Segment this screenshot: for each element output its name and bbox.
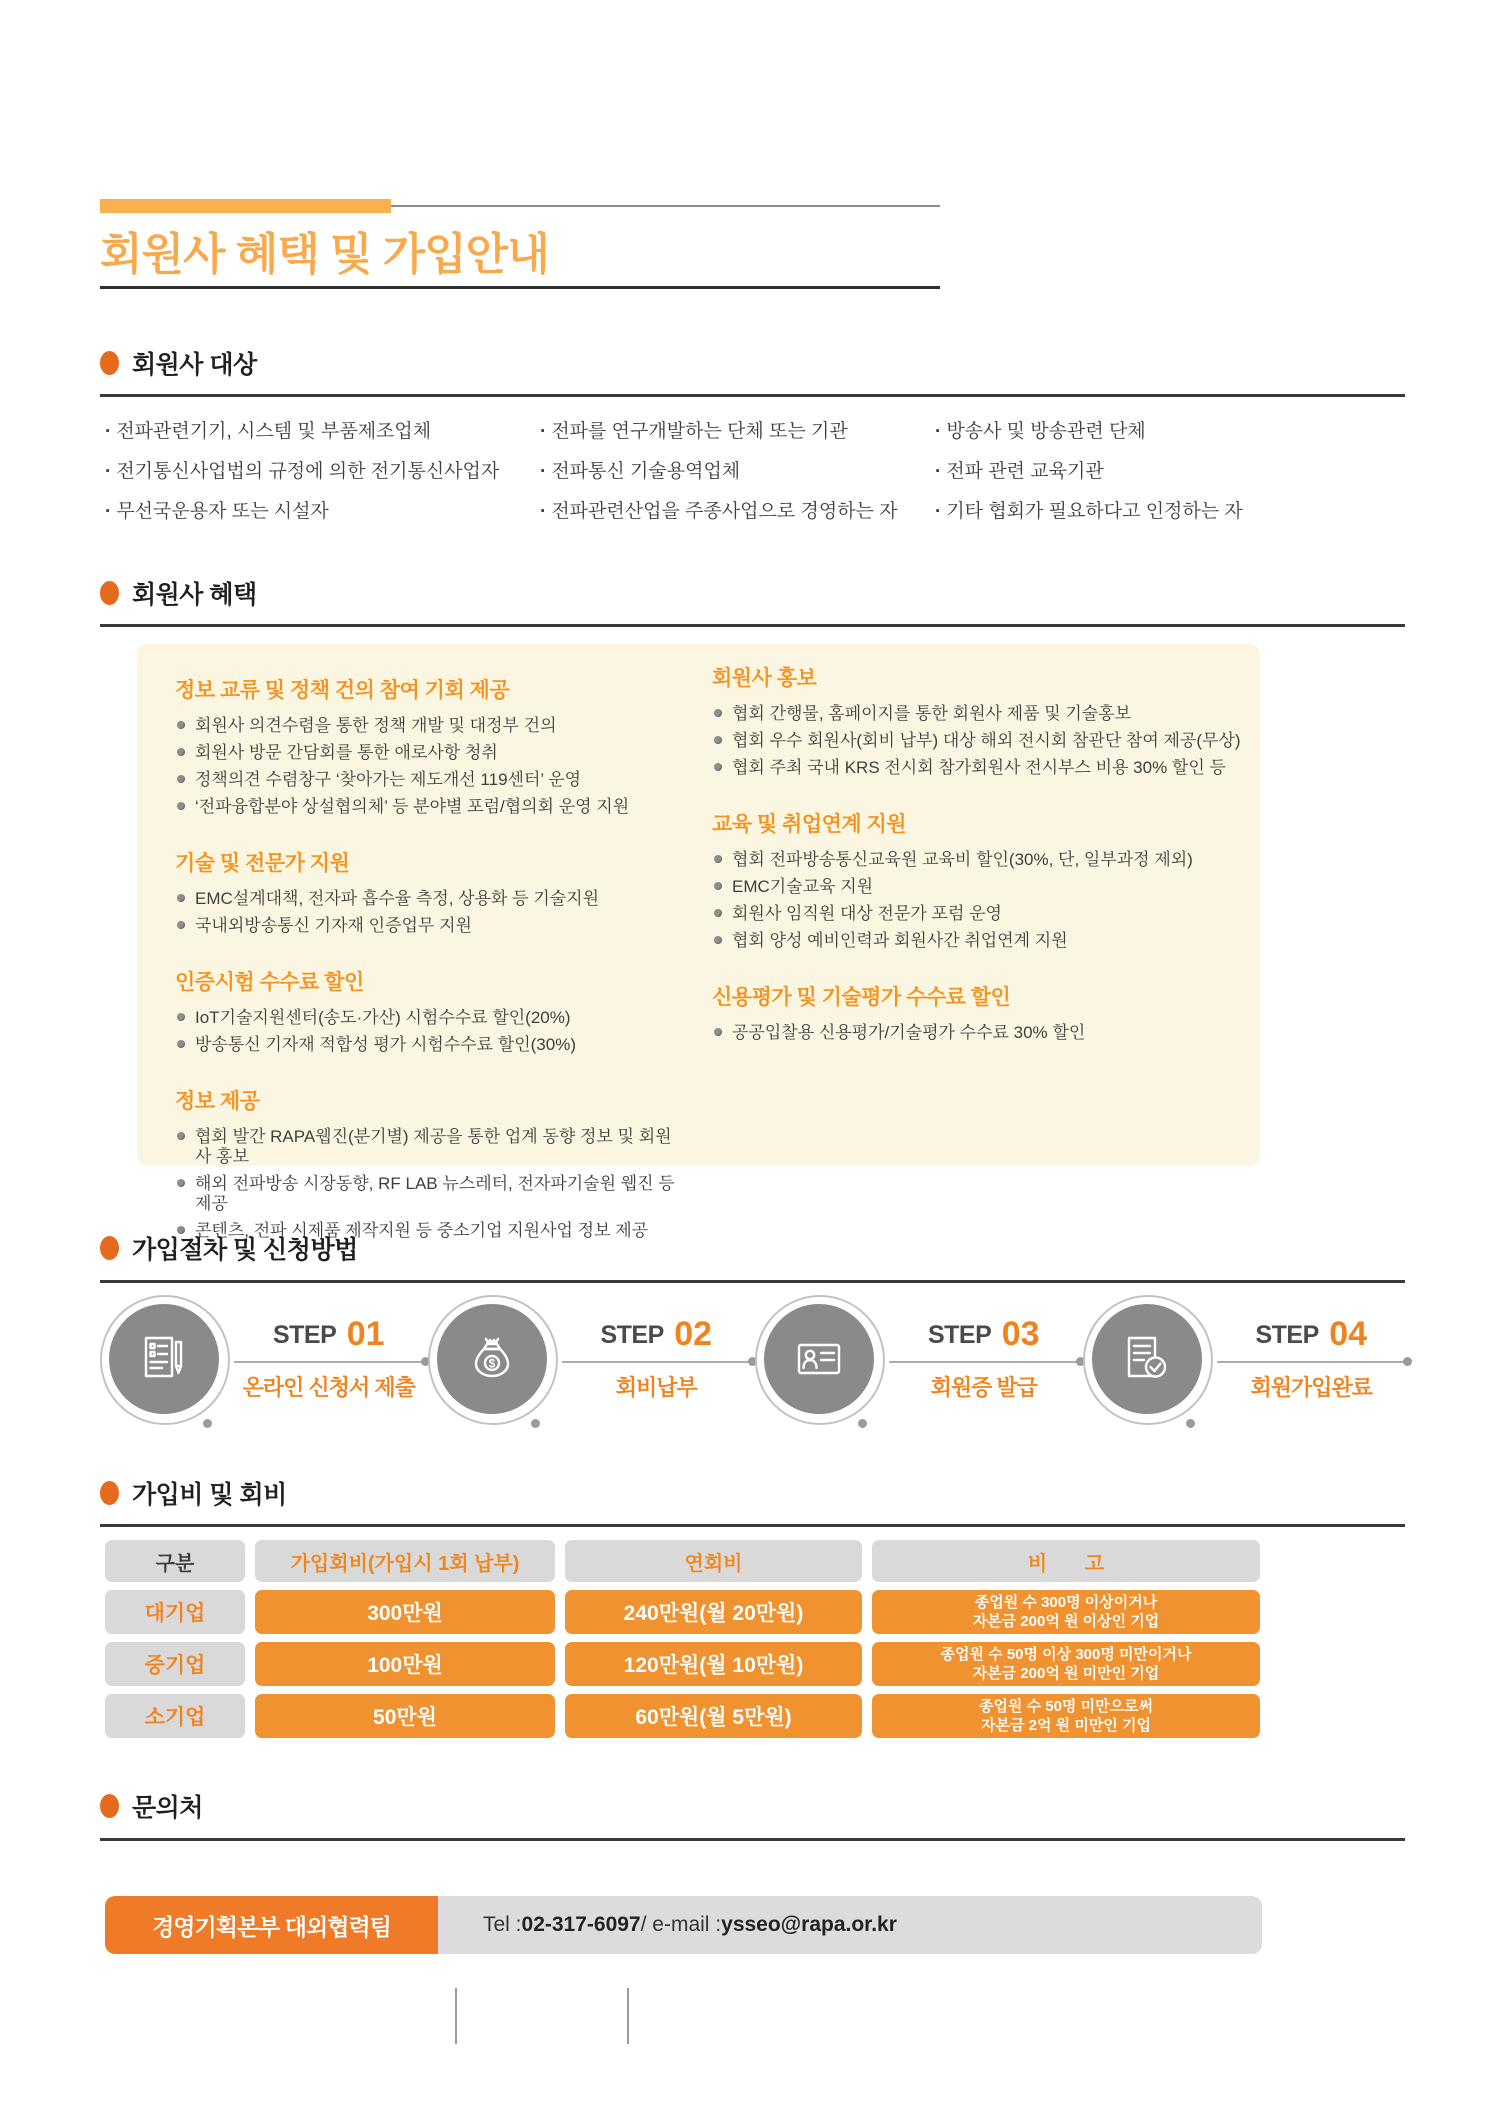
fee-row-note <box>872 1694 1260 1738</box>
benefit-item <box>175 743 680 763</box>
benefit-item-text: 정책의견 수렴창구 ‘찾아가는 제도개선 119센터’ 운영 <box>195 770 582 789</box>
target-item: · 전파관련기기, 시스템 및 부품제조업체 <box>105 412 540 452</box>
step-connector-line <box>1217 1361 1409 1363</box>
document-pencil-icon <box>136 1331 192 1387</box>
bullet-dot-icon <box>177 1132 185 1140</box>
target-item: · 기타 협회가 필요하다고 인정하는 자 <box>935 492 1410 532</box>
benefit-item-text: EMC설계대책, 전자파 흡수율 측정, 상용화 등 기술지원 <box>195 889 600 908</box>
fee-row-annual-fee: 120만원(월 10만원) <box>565 1642 862 1686</box>
target-item: · 방송사 및 방송관련 단체 <box>935 412 1410 452</box>
fee-note-line: 종업원 수 300명 이상이거나 <box>974 1594 1158 1611</box>
section-rule <box>100 624 1405 627</box>
benefit-group <box>175 966 680 1055</box>
benefit-item-text: 방송통신 기자재 적합성 평가 시험수수료 할인(30%) <box>195 1035 576 1054</box>
benefit-group-title: 정보 제공 <box>175 1090 260 1113</box>
section-head-fees <box>100 1475 287 1511</box>
fee-row-join-fee: 100만원 <box>255 1642 555 1686</box>
fee-row-join-fee: 300만원 <box>255 1590 555 1634</box>
step-circle <box>1092 1304 1202 1414</box>
contact-bar <box>105 1896 1262 1954</box>
bullet-dot-icon <box>177 1040 185 1048</box>
step-caption: 회비납부 <box>615 1375 697 1400</box>
benefit-item-text: 회원사 의견수렴을 통한 정책 개발 및 대정부 건의 <box>195 716 557 735</box>
section-heading: 가입비 및 회비 <box>132 1481 287 1509</box>
tel-number: 02-317-6097 <box>521 1913 641 1936</box>
step-number: 02 <box>674 1315 713 1353</box>
procedure-step-4 <box>1083 1295 1411 1435</box>
section-heading: 회원사 대상 <box>132 351 257 379</box>
section-rule <box>100 1280 1405 1283</box>
target-item: · 전파관련산업을 주종사업으로 경영하는 자 <box>540 492 935 532</box>
benefit-item <box>712 731 1242 751</box>
benefit-group-title: 기술 및 전문가 지원 <box>175 852 350 875</box>
bullet-dot-icon <box>177 1013 185 1021</box>
benefit-item-text: 회원사 방문 간담회를 통한 애로사항 청취 <box>195 743 498 762</box>
benefit-item-text: 협회 우수 회원사(회비 납부) 대상 해외 전시회 참관단 참여 제공(무상) <box>732 731 1241 750</box>
benefit-group-title: 교육 및 취업연계 지원 <box>712 813 907 836</box>
fee-row-note <box>872 1590 1260 1634</box>
benefit-item-text: 콘텐츠, 전파 시제품 제작지원 등 중소기업 지원사업 정보 제공 <box>195 1221 649 1240</box>
procedure-step-2 <box>428 1295 756 1435</box>
benefit-item <box>175 916 680 936</box>
section-head-procedure <box>100 1230 358 1266</box>
bullet-dot-icon <box>177 775 185 783</box>
step-number-line <box>891 1315 1077 1354</box>
title-accent-bar <box>100 199 391 213</box>
step-caption: 온라인 신청서 제출 <box>242 1375 415 1400</box>
procedure-step-3 <box>755 1295 1083 1435</box>
bullet-dot-icon <box>714 709 722 717</box>
section-heading: 가입절차 및 신청방법 <box>132 1236 358 1264</box>
document-check-icon <box>1119 1331 1175 1387</box>
benefit-item <box>712 704 1242 724</box>
section-head-benefits <box>100 575 257 611</box>
benefit-item-text: EMC기술교육 지원 <box>732 877 874 896</box>
step-word: STEP <box>927 1321 992 1349</box>
fee-note-line: 자본금 200억 원 이상인 기업 <box>972 1613 1160 1630</box>
fee-row-category: 대기업 <box>105 1590 245 1634</box>
step-word: STEP <box>272 1321 337 1349</box>
fee-note-line: 종업원 수 50명 이상 300명 미만이거나 <box>940 1646 1192 1663</box>
benefit-group-title: 정보 교류 및 정책 건의 참여 기회 제공 <box>175 679 510 702</box>
bullet-dot-icon <box>177 894 185 902</box>
step-circle <box>109 1304 219 1414</box>
step-number: 03 <box>1001 1315 1040 1353</box>
benefit-item-text: 국내외방송통신 기자재 인증업무 지원 <box>195 916 472 935</box>
bullet-dot-icon <box>714 736 722 744</box>
ring-end-dot <box>531 1419 540 1428</box>
target-item: · 전파통신 기술용역업체 <box>540 452 935 492</box>
bullet-dot-icon <box>714 855 722 863</box>
section-heading: 회원사 혜택 <box>132 581 257 609</box>
procedure-steps <box>100 1295 1410 1435</box>
target-column <box>540 412 935 532</box>
benefit-item-text: 협회 간행물, 홈페이지를 통한 회원사 제품 및 기술홍보 <box>732 704 1132 723</box>
benefit-item-text: 협회 주최 국내 KRS 전시회 참가회원사 전시부스 비용 30% 할인 등 <box>732 758 1226 777</box>
step-number: 04 <box>1329 1315 1368 1353</box>
benefit-group <box>712 808 1242 951</box>
section-bullet-icon <box>100 1481 119 1505</box>
svg-text:$: $ <box>488 1356 495 1371</box>
section-rule <box>100 1838 1405 1841</box>
section-rule <box>100 1524 1405 1527</box>
title-accent-line <box>391 205 940 207</box>
table-header-annual-fee: 연회비 <box>565 1540 862 1582</box>
benefits-left-column <box>175 674 680 1271</box>
title-underline <box>100 286 940 289</box>
section-bullet-icon <box>100 1236 119 1260</box>
step-circle <box>437 1304 547 1414</box>
bullet-dot-icon <box>177 802 185 810</box>
benefit-item-text: 협회 양성 예비인력과 회원사간 취업연계 지원 <box>732 931 1068 950</box>
email-label: / e-mail : <box>640 1913 722 1936</box>
fee-note-line: 자본금 2억 원 미만인 기업 <box>981 1717 1151 1734</box>
bullet-dot-icon <box>177 721 185 729</box>
benefits-panel <box>137 644 1260 1240</box>
step-connector-line <box>562 1361 754 1363</box>
fee-row-join-fee: 50만원 <box>255 1694 555 1738</box>
page-title: 회원사 혜택 및 가입안내 <box>100 230 549 279</box>
bullet-dot-icon <box>714 909 722 917</box>
fee-row-category: 소기업 <box>105 1694 245 1738</box>
step-number-line <box>236 1315 422 1354</box>
step-caption: 회원증 발급 <box>930 1375 1037 1400</box>
bullet-dot-icon <box>177 748 185 756</box>
id-card-icon <box>791 1331 847 1387</box>
step-caption: 회원가입완료 <box>1250 1375 1372 1400</box>
step-number-line <box>1219 1315 1405 1354</box>
ring-end-dot <box>858 1419 867 1428</box>
tel-label: Tel : <box>483 1913 522 1936</box>
benefit-item-text: 회원사 임직원 대상 전문가 포럼 운영 <box>732 904 1002 923</box>
benefit-item <box>175 1035 680 1055</box>
table-header-category: 구분 <box>105 1540 245 1582</box>
step-connector-line <box>234 1361 426 1363</box>
benefit-group <box>175 847 680 936</box>
benefit-group <box>175 1085 680 1241</box>
fee-table <box>105 1540 1260 1738</box>
section-heading: 문의처 <box>132 1794 203 1822</box>
member-target-list <box>105 412 1410 532</box>
bullet-dot-icon <box>714 936 722 944</box>
benefit-item-text: 해외 전파방송 시장동향, RF LAB 뉴스레터, 전자파기술원 웹진 등 제공 <box>195 1174 675 1213</box>
fee-row-category: 중기업 <box>105 1642 245 1686</box>
benefit-item <box>712 758 1242 778</box>
benefit-item-text: 협회 발간 RAPA웹진(분기별) 제공을 통한 업계 동향 정보 및 회원사 홍보 <box>195 1127 672 1166</box>
benefit-item <box>175 889 680 909</box>
benefit-item-text: ‘전파융합분야 상설협의체’ 등 분야별 포럼/협의회 운영 지원 <box>195 797 630 816</box>
target-item: · 무선국운용자 또는 시설자 <box>105 492 540 532</box>
bullet-dot-icon <box>714 763 722 771</box>
benefit-group-title: 회원사 홍보 <box>712 667 817 690</box>
benefit-item <box>175 1008 680 1028</box>
fee-row-annual-fee: 60만원(월 5만원) <box>565 1694 862 1738</box>
step-word: STEP <box>1255 1321 1319 1349</box>
target-item: · 전파를 연구개발하는 단체 또는 기관 <box>540 412 935 452</box>
benefit-item <box>175 716 680 736</box>
ring-end-dot <box>1186 1419 1195 1428</box>
table-header-note: 비 고 <box>872 1540 1260 1582</box>
procedure-step-1 <box>100 1295 428 1435</box>
step-number-line <box>564 1315 750 1354</box>
benefit-item <box>712 877 1242 897</box>
benefit-item <box>712 931 1242 951</box>
table-header-join-fee: 가입회비(가입시 1회 납부) <box>255 1540 555 1582</box>
benefit-item <box>175 770 680 790</box>
benefit-item <box>712 850 1242 870</box>
connector-end-dot <box>1403 1357 1412 1366</box>
bullet-dot-icon <box>177 921 185 929</box>
money-bag-icon <box>464 1331 520 1387</box>
benefit-item <box>175 797 680 817</box>
step-connector-line <box>889 1361 1081 1363</box>
target-column <box>935 412 1410 532</box>
section-head-contact <box>100 1788 203 1824</box>
benefit-item <box>175 1127 680 1167</box>
section-bullet-icon <box>100 581 119 605</box>
target-column <box>105 412 540 532</box>
fee-row-note <box>872 1642 1260 1686</box>
step-number: 01 <box>346 1315 385 1353</box>
target-item: · 전기통신사업법의 규정에 의한 전기통신사업자 <box>105 452 540 492</box>
benefit-group-title: 인증시험 수수료 할인 <box>175 971 364 994</box>
benefit-item-text: 협회 전파방송통신교육원 교육비 할인(30%, 단, 일부과정 제외) <box>732 850 1193 869</box>
benefit-item <box>712 1023 1242 1043</box>
benefit-item-text: IoT기술지원센터(송도·가산) 시험수수료 할인(20%) <box>195 1008 571 1027</box>
bullet-dot-icon <box>714 1028 722 1036</box>
ring-end-dot <box>203 1419 212 1428</box>
step-word: STEP <box>600 1321 664 1349</box>
benefits-right-column <box>712 662 1242 1073</box>
crop-mark <box>455 1988 457 2044</box>
benefit-group <box>712 662 1242 778</box>
bullet-dot-icon <box>714 882 722 890</box>
contact-team-badge: 경영기획본부 대외협력팀 <box>105 1896 438 1954</box>
benefit-item <box>712 904 1242 924</box>
benefit-group <box>175 674 680 817</box>
step-circle <box>764 1304 874 1414</box>
fee-note-line: 자본금 200억 원 미만인 기업 <box>972 1665 1160 1682</box>
section-bullet-icon <box>100 351 119 375</box>
fee-row-annual-fee: 240만원(월 20만원) <box>565 1590 862 1634</box>
crop-mark <box>627 1988 629 2044</box>
fee-note-line: 종업원 수 50명 미만으로써 <box>978 1698 1154 1715</box>
target-item: · 전파 관련 교육기관 <box>935 452 1410 492</box>
bullet-dot-icon <box>177 1179 185 1187</box>
section-head-targets <box>100 345 257 381</box>
section-bullet-icon <box>100 1794 119 1818</box>
email-address: ysseo@rapa.or.kr <box>721 1913 897 1936</box>
contact-info <box>438 1896 1262 1954</box>
section-rule <box>100 394 1405 397</box>
benefit-group-title: 신용평가 및 기술평가 수수료 할인 <box>712 986 1011 1009</box>
benefit-group <box>712 981 1242 1043</box>
benefit-item <box>175 1174 680 1214</box>
benefit-item-text: 공공입찰용 신용평가/기술평가 수수료 30% 할인 <box>732 1023 1086 1042</box>
